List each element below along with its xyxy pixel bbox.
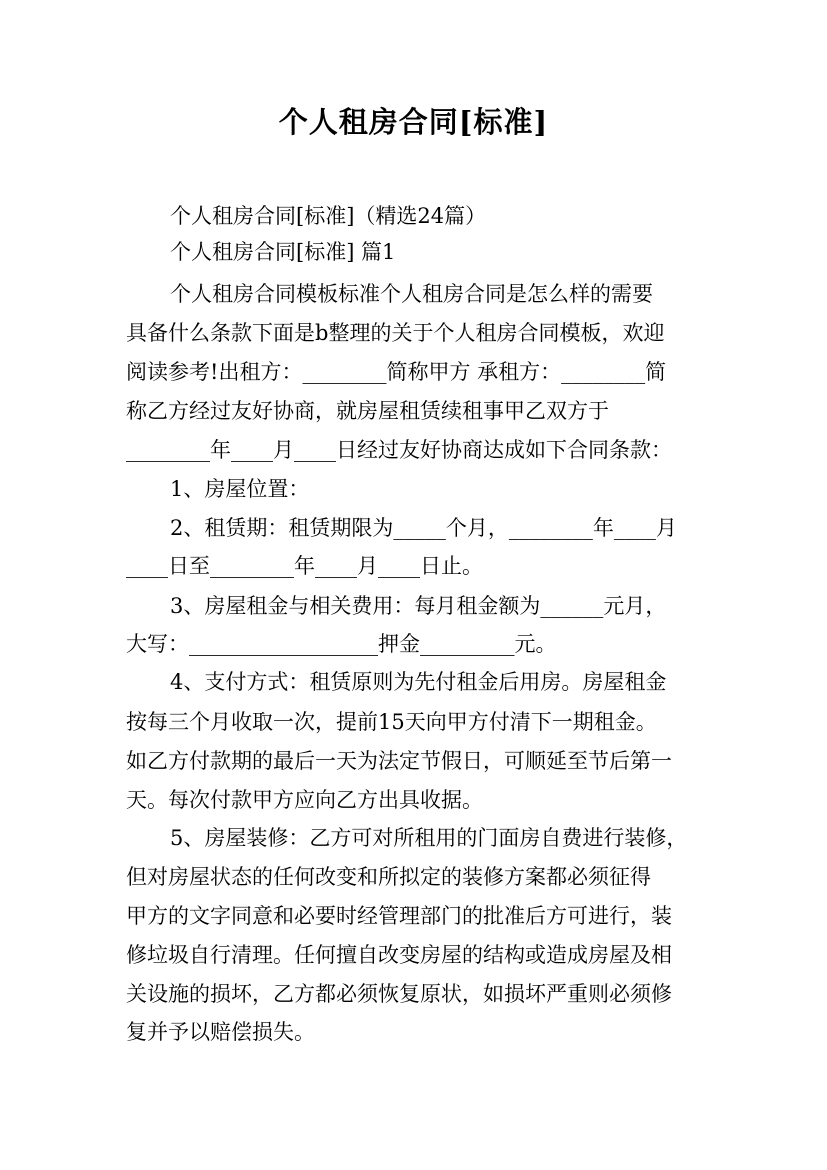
clause-5-line: 但对房屋状态的任何改变和所拟定的装修方案都必须征得 [126, 865, 651, 889]
clause-2-line: ____日至________年____月____日止。 [126, 554, 483, 578]
clause-5-line: 关设施的损坏，乙方都必须恢复原状，如损坏严重则必须修 [126, 982, 672, 1006]
paragraph-line: 称乙方经过友好协商，就房屋租赁续租事甲乙双方于 [126, 399, 609, 423]
clause-3-line: 大写：__________________押金_________元。 [126, 632, 557, 656]
document-title: 个人租房合同[标准] [278, 105, 549, 139]
paragraph-line: 阅读参考!出租方：________简称甲方 承租方：________简 [126, 360, 667, 384]
clause-5-line: 修垃圾自行清理。任何擅自改变房屋的结构或造成房屋及相 [126, 943, 672, 967]
clause-4-line: 如乙方付款期的最后一天为法定节假日，可顺延至节后第一 [126, 749, 672, 773]
paragraph-line: 个人租房合同模板标准个人租房合同是怎么样的需要 [170, 282, 653, 306]
clause-2-line: 2、租赁期：租赁期限为_____个月，________年____月 [170, 516, 677, 540]
clause-4-line: 4、支付方式：租赁原则为先付租金后用房。房屋租金 [170, 670, 667, 694]
clause-1-line: 1、房屋位置： [170, 477, 310, 501]
clause-5-line: 复并予以赔偿损失。 [126, 1020, 315, 1044]
clause-4-line: 天。每次付款甲方应向乙方出具收据。 [126, 788, 483, 812]
clause-5-line: 甲方的文字同意和必要时经管理部门的批准后方可进行，装 [126, 904, 672, 928]
clause-5-line: 5、房屋装修：乙方可对所租用的门面房自费进行装修， [170, 826, 688, 850]
paragraph-line: ________年____月____日经过友好协商达成如下合同条款： [126, 438, 672, 462]
clause-3-line: 3、房屋租金与相关费用：每月租金额为______元月， [170, 594, 667, 618]
subtitle-line: 个人租房合同[标准]（精选24篇） [170, 204, 487, 228]
clause-4-line: 按每三个月收取一次，提前15天向甲方付清下一期租金。 [126, 710, 657, 734]
section-heading: 个人租房合同[标准] 篇1 [170, 240, 396, 264]
paragraph-line: 具备什么条款下面是b整理的关于个人租房合同模板，欢迎 [126, 321, 665, 345]
